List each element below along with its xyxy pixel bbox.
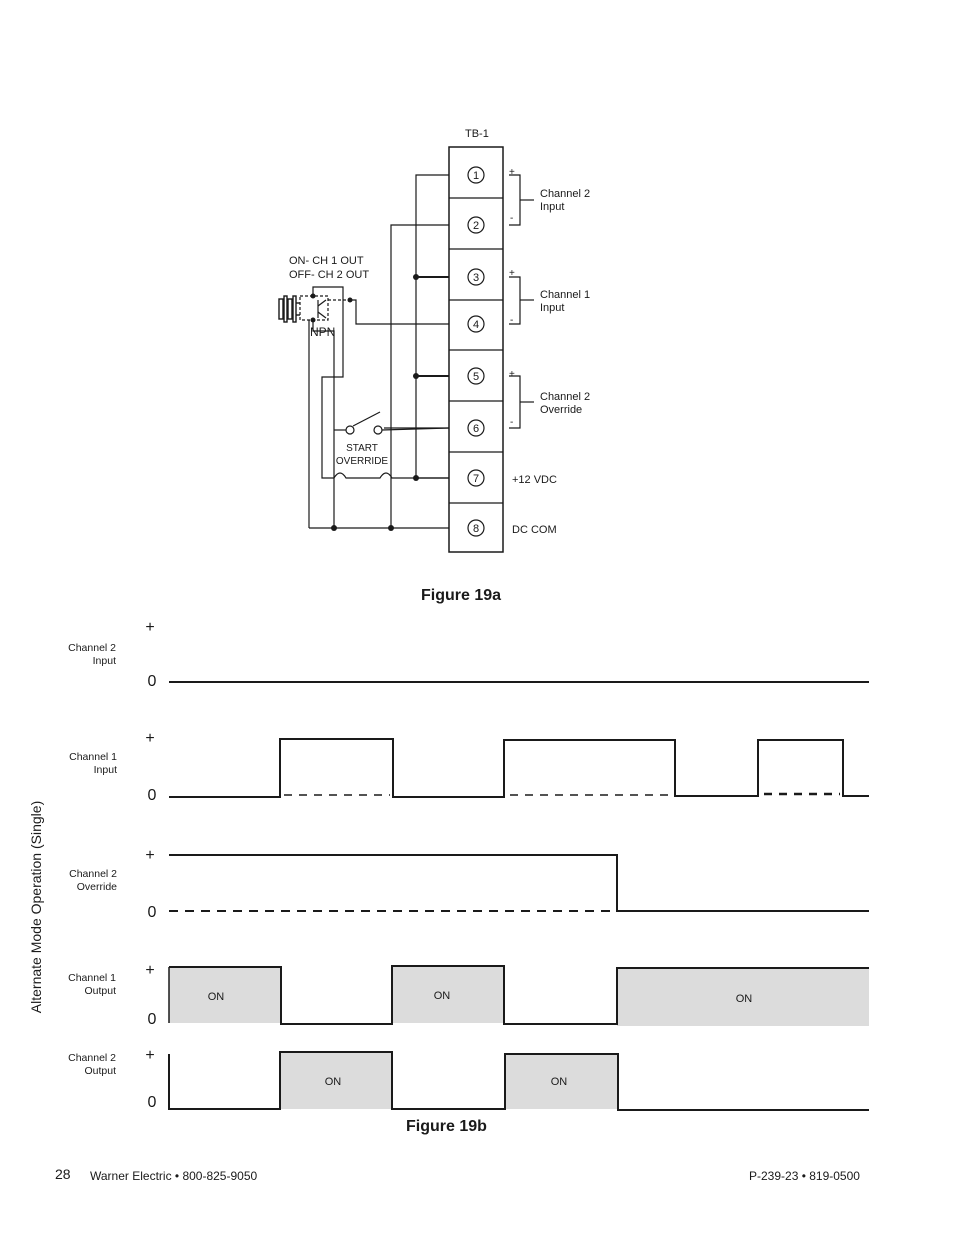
svg-text:2: 2: [472, 220, 480, 232]
label-dc-com: DC COM: [512, 524, 557, 536]
sensor-label-off: OFF- CH 2 OUT: [289, 269, 370, 281]
terminal-labels: [512, 188, 590, 536]
svg-text:0: 0: [147, 1011, 157, 1028]
label-ch2-input-1: Channel 2: [540, 188, 591, 200]
wiring-diagram: [279, 128, 534, 552]
svg-text:-: -: [510, 417, 514, 428]
svg-text:+: +: [509, 369, 515, 380]
terminal-4: [468, 316, 484, 332]
polarity-marks: [509, 167, 515, 428]
terminal-7: [468, 470, 484, 486]
wire-sensor-output: [350, 300, 449, 324]
row-label-ch1-output-1: Channel 1: [68, 972, 116, 984]
waveform-ch1-input: [169, 739, 869, 797]
terminal-6: [468, 420, 484, 436]
switch-label-start: START: [346, 443, 378, 454]
side-label: Alternate Mode Operation (Single): [28, 800, 44, 1014]
npn-label: NPN: [310, 325, 336, 339]
wire-junctions: [311, 274, 420, 531]
svg-text:+: +: [145, 847, 155, 864]
svg-text:ON: ON: [324, 1076, 342, 1088]
ch1-input-dashed: [284, 794, 840, 795]
terminal-5: [468, 368, 484, 384]
label-12vdc: +12 VDC: [512, 474, 557, 486]
svg-text:3: 3: [472, 272, 480, 284]
figure-19b-caption: Figure 19b: [406, 1118, 487, 1135]
row-label-ch1-input-1: Channel 1: [69, 751, 117, 763]
row-label-ch2-input-1: Channel 2: [68, 642, 116, 654]
label-ch1-input-2: Input: [540, 302, 565, 314]
row-label-ch1-input-2: Input: [93, 764, 117, 776]
svg-text:-: -: [510, 315, 514, 326]
row-label-ch1-output-2: Output: [84, 985, 116, 997]
svg-text:8: 8: [472, 523, 480, 535]
sensor-label-on: ON- CH 1 OUT: [289, 255, 364, 267]
svg-text:0: 0: [147, 904, 157, 921]
label-ch2-override-1: Channel 2: [540, 391, 591, 403]
svg-text:5: 5: [472, 371, 480, 383]
wire-terminal-1-7: [416, 175, 449, 478]
proximity-sensor-icon: [279, 296, 300, 322]
terminal-2: [468, 217, 484, 233]
row-label-ch2-output-1: Channel 2: [68, 1052, 116, 1064]
svg-text:0: 0: [147, 673, 157, 690]
svg-text:+: +: [145, 619, 155, 636]
svg-text:0: 0: [147, 1094, 157, 1111]
svg-text:1: 1: [472, 170, 480, 182]
switch-label-override: OVERRIDE: [335, 456, 389, 467]
label-ch2-override-2: Override: [540, 404, 583, 416]
ch1-output-on-1: [169, 967, 281, 1023]
axis-marks: [145, 619, 156, 1111]
svg-text:6: 6: [472, 423, 480, 435]
svg-text:+: +: [145, 730, 155, 747]
terminal-1: [468, 167, 484, 183]
label-ch1-input-1: Channel 1: [540, 289, 591, 301]
row-label-ch2-input-2: Input: [92, 655, 116, 667]
svg-text:4: 4: [472, 319, 480, 331]
timing-diagram: [28, 619, 869, 1111]
svg-text:+: +: [509, 268, 515, 279]
svg-text:ON: ON: [550, 1076, 568, 1088]
terminal-3: [468, 269, 484, 285]
svg-text:-: -: [510, 213, 514, 224]
svg-text:+: +: [509, 167, 515, 178]
figure-19a-caption: Figure 19a: [421, 587, 502, 604]
row-labels: [68, 642, 117, 1077]
terminal-8: [468, 520, 484, 536]
row-label-ch2-override-1: Channel 2: [69, 868, 117, 880]
row-label-ch2-output-2: Output: [84, 1065, 116, 1077]
on-regions: [169, 966, 869, 1109]
svg-text:0: 0: [147, 787, 157, 804]
tb1-label: TB-1: [465, 128, 489, 140]
footer-doc-code: P-239-23 • 819-0500: [749, 1169, 860, 1183]
waveform-ch2-override: [169, 855, 869, 911]
page-number: 28: [55, 1166, 71, 1182]
footer-company: Warner Electric • 800-825-9050: [90, 1169, 258, 1183]
label-ch2-input-2: Input: [540, 201, 565, 213]
svg-text:+: +: [145, 1047, 155, 1064]
svg-text:+: +: [145, 962, 155, 979]
row-label-ch2-override-2: Override: [76, 881, 117, 893]
svg-text:7: 7: [472, 473, 480, 485]
svg-text:ON: ON: [735, 993, 753, 1005]
svg-text:ON: ON: [433, 990, 451, 1002]
svg-text:ON: ON: [207, 991, 225, 1003]
